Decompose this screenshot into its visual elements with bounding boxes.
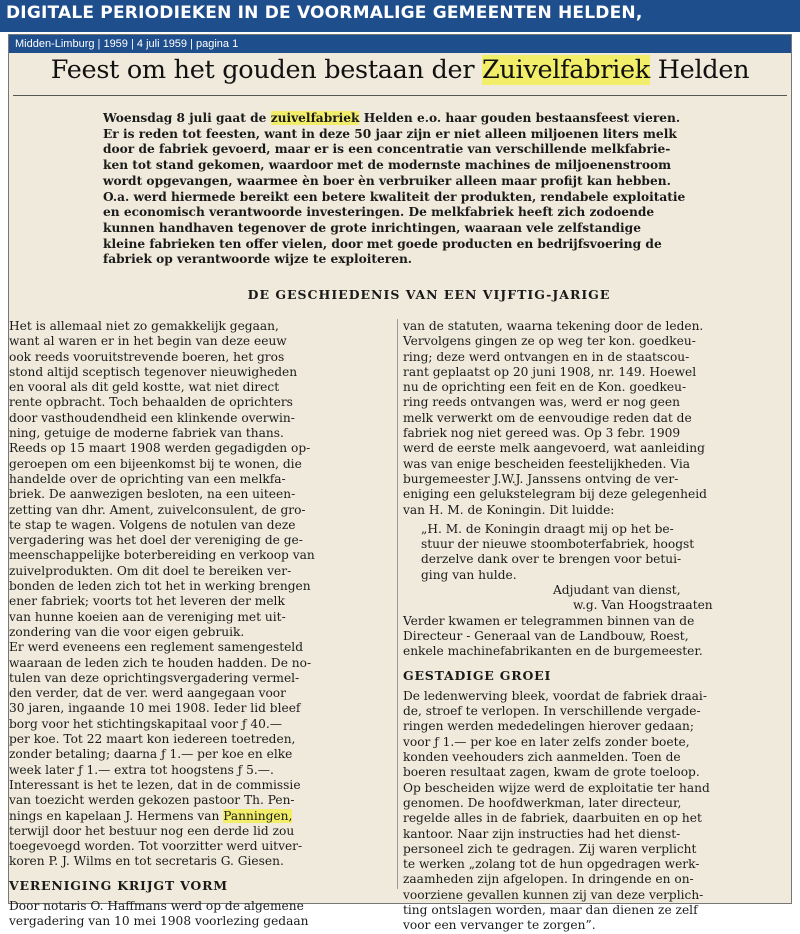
text-line: ener fabriek; voorts tot het leveren der melk (9, 594, 285, 609)
text-line: tulen van deze oprichtingsvergadering vermel- (9, 670, 300, 685)
text-line: briek. De aanwezigen besloten, na een uiteen- (9, 487, 296, 502)
text-line: konden veehouders zich aanmelden. Toen de (403, 750, 681, 765)
right-column (403, 319, 783, 934)
lead-first-line (103, 111, 783, 127)
text-line: terwijl door het bestuur nog een derde lid zou (9, 823, 295, 838)
lead-text-end: Helden e.o. haar gouden bestaansfeest vieren. (359, 111, 681, 125)
text-line: eniging een gelukstelegram bij deze gelegenheid (403, 487, 707, 502)
text-line: van H. M. de Koningin. Dit luidde: (403, 502, 615, 517)
text-line: vergadering van 10 mei 1908 voorlezing gedaan (9, 914, 309, 929)
text-line: de, stroef te verlopen. In verschillende vergade- (403, 704, 701, 719)
text-line: te stap te wagen. Volgens de notulen van deze (9, 517, 296, 532)
text-line: Interessant is het te lezen, dat in de commissie (9, 777, 301, 792)
place-highlight: Panningen, (223, 808, 293, 823)
text-line: rente opbracht. Toch behaalden de oprichters (9, 395, 293, 410)
lead-line: door de fabriek gevoerd, maar er is een concentratie van verschillende melkfabrie- (103, 142, 671, 157)
text-line: waaraan de leden zich te houden hadden. De no- (9, 655, 312, 670)
text-line: en vooral als dit geld kostte, wat niet direct (9, 380, 280, 395)
text-line: fabriek nog niet gereed was. Op 3 febr. 1909 (403, 426, 681, 441)
text-line: melk verwerkt om de eenvoudige reden dat de (403, 410, 692, 425)
text-line: Door notaris O. Haffmans werd op de algemene (9, 898, 304, 913)
lead-text: Woensdag 8 juli gaat de (103, 111, 271, 125)
text-line: Verder kwamen er telegrammen binnen van de (403, 613, 695, 628)
text-line: te werken „zolang tot de hun opgedragen werk- (403, 857, 700, 872)
text-line: werd de eerste melk aangevoerd, wat aanleiding (403, 441, 705, 456)
headline-highlight: Zuivelfabriek (482, 55, 650, 85)
lead-line: Er is reden tot feesten, want in deze 50 jaar zijn er niet alleen miljoenen liters melk (103, 126, 677, 141)
text-line: Het is allemaal niet zo gemakkelijk gegaan, (9, 319, 279, 333)
lead-line: en economisch verantwoorde investeringen. De melkfabriek heeft zich zodoende (103, 205, 655, 220)
section-heading: GESTADIGE GROEI (403, 667, 552, 683)
text-line: Vervolgens gingen ze op weg ter kon. goedkeu- (403, 334, 696, 349)
text-line: van toezicht werden gekozen pastoor Th. Pen- (9, 793, 295, 808)
text-line: voor ƒ 1.— per koe en later zelfs zonder boete, (403, 734, 690, 749)
text-line: genomen. De hoofdwerkman, later directeur, (403, 795, 682, 810)
text-line: zaamheden zijn afgelopen. In dringende en on- (403, 872, 694, 887)
text-line: burgemeester J.W.J. Janssens ontving de ver- (403, 471, 679, 486)
quote-line: derzelve dank over te brengen voor betui- (421, 552, 682, 567)
site-banner (0, 0, 800, 32)
text-line: ring; deze werd ontvangen en in de staatscou- (403, 349, 690, 364)
quote-line: ging van hulde. (421, 567, 517, 582)
lead-highlight: zuivelfabriek (270, 111, 360, 125)
text-line: personeel zich te gedragen. Zij waren verplicht (403, 841, 697, 856)
newspaper-clipping (8, 34, 792, 933)
text-line: bonden de leden zich tot het in werking brengen (9, 579, 311, 594)
text-line: door vasthoudendheid een klinkende overwin- (9, 410, 295, 425)
text-line: ning, getuige de moderne fabriek van thans. (9, 426, 284, 441)
signature-line: Adjudant van dienst, (553, 583, 681, 598)
breadcrumb[interactable]: Midden-Limburg | 1959 | 4 juli 1959 | pagina 1 (9, 35, 791, 53)
text-line: boeren resultaat zagen, kwam de grote toeloop. (403, 765, 700, 780)
text-line: koren P. J. Wilms en tot secretaris G. Giesen. (9, 854, 284, 869)
headline-text: Feest om het gouden bestaan der (50, 55, 483, 85)
text-line: zetting van dhr. Ament, zuivelconsulent, de gro- (9, 502, 306, 517)
text-line: ring reeds ontvangen was, werd er nog geen (403, 395, 680, 410)
text-line: borg voor het stichtingskapitaal voor ƒ 40.— (9, 716, 282, 731)
text-line: van de statuten, waarna tekening door de leden. (403, 319, 704, 333)
text-line: zuivelprodukten. Om dit doel te bereiken ver- (9, 563, 292, 578)
headline-divider (13, 95, 787, 96)
text-line: handelde over de oprichting van een melkfa- (9, 471, 286, 486)
article-lead (103, 111, 783, 268)
lead-line: kunnen handhaven tegenover de grote inrichtingen, waaraan vele zelfstandige (103, 220, 641, 235)
section-subhead: DE GESCHIEDENIS VAN EEN VIJFTIG-JARIGE (247, 287, 611, 302)
text-line: nu de oprichting een feit en de Kon. goedkeu- (403, 380, 687, 395)
text-line: Reeds op 15 maart 1908 werden gegadigden op- (9, 441, 311, 456)
text-line: Op bescheiden wijze werd de exploitatie ter hand (403, 780, 710, 795)
text-line: vergadering was het doel der vereniging de ge- (9, 533, 303, 548)
text-line: den verder, dat de ver. werd aangegaan voor (9, 686, 286, 701)
text-line: geroepen om een bijeenkomst bij te wonen, die (9, 456, 302, 471)
text-line: ook reeds vooruitstrevende boeren, het gros (9, 349, 285, 364)
lead-line: wordt opgevangen, waarmee èn boer èn verbruiker alleen maar profijt kan hebben. (103, 173, 671, 188)
text-line: Directeur - Generaal van de Landbouw, Roest, (403, 628, 689, 643)
text-line: zondering van die voor eigen gebruik. (9, 624, 245, 639)
text-line: meenschappelijke boterbereiding en verkoop van (9, 548, 315, 563)
lead-line: fabriek op verantwoorde wijze te exploiteren. (103, 252, 413, 267)
text-line: zonder betaling; daarna ƒ 1.— per koe en elke (9, 747, 293, 762)
signature-line: w.g. Van Hoogstraaten (573, 598, 713, 613)
text-line: voorziene gevallen kunnen zij van deze verplich- (403, 887, 704, 902)
section-heading: VERENIGING KRIJGT VORM (9, 877, 228, 893)
text-line: toegevoegd worden. Tot voorzitter werd uitver- (9, 839, 303, 854)
left-column (9, 319, 393, 930)
text-line: De ledenwerving bleek, voordat de fabriek draai- (403, 688, 707, 703)
text-line: kantoor. Naar zijn instructies had het dienst- (403, 826, 681, 841)
headline-text-end: Helden (649, 55, 750, 85)
text-line: enkele machinefabrikanten en de burgemeester. (403, 644, 703, 659)
text-line: was van enige bescheiden feestelijkheden. Via (403, 456, 691, 471)
article-headline (9, 55, 791, 85)
column-divider (397, 319, 398, 889)
text-line: 30 jaren, ingaande 10 mei 1908. Ieder lid bleef (9, 701, 301, 716)
quote-line: „H. M. de Koningin draagt mij op het be- (421, 521, 674, 536)
text-line: nings en kapelaan J. Hermens van Panningen, (9, 808, 293, 823)
text-line: rant geplaatst op 20 juni 1908, nr. 149. Hoewel (403, 364, 697, 379)
text-line: regelde alles in de fabriek, daarbuiten en op het (403, 811, 702, 826)
text-line: stond altijd sceptisch tegenover nieuwigheden (9, 364, 298, 379)
lead-line: O.a. werd hiermede bereikt een betere kwaliteit der produkten, rendabele exploitatie (103, 189, 686, 204)
text-line: want al waren er in het begin van deze eeuw (9, 334, 287, 349)
text-line: Er werd eveneens een reglement samengesteld (9, 640, 304, 655)
site-banner-title: DIGITALE PERIODIEKEN IN DE VOORMALIGE GEMEENTEN HELDEN, (6, 3, 643, 23)
quote-line: stuur der nieuwe stoomboterfabriek, hoogst (421, 537, 695, 552)
text-line: week later ƒ 1.— extra tot hoogstens ƒ 5.—. (9, 762, 274, 777)
lead-line: ken tot stand gekomen, waardoor met de modernste machines de miljoenenstroom (103, 158, 671, 173)
text-line: ting ontslagen worden, maar dan dienen ze zelf (403, 902, 698, 917)
text-line: voor een vervanger te zorgen”. (403, 918, 596, 933)
text-line: ringen werden mededelingen hierover gedaan; (403, 719, 694, 734)
text-line: van hunne koeien aan de vereniging met uit- (9, 609, 286, 624)
lead-line: kleine fabrieken ten offer vielen, door met goede producten en bedrijfsvoering de (103, 236, 662, 251)
text-line: per koe. Tot 22 maart kon iedereen toetreden, (9, 732, 296, 747)
